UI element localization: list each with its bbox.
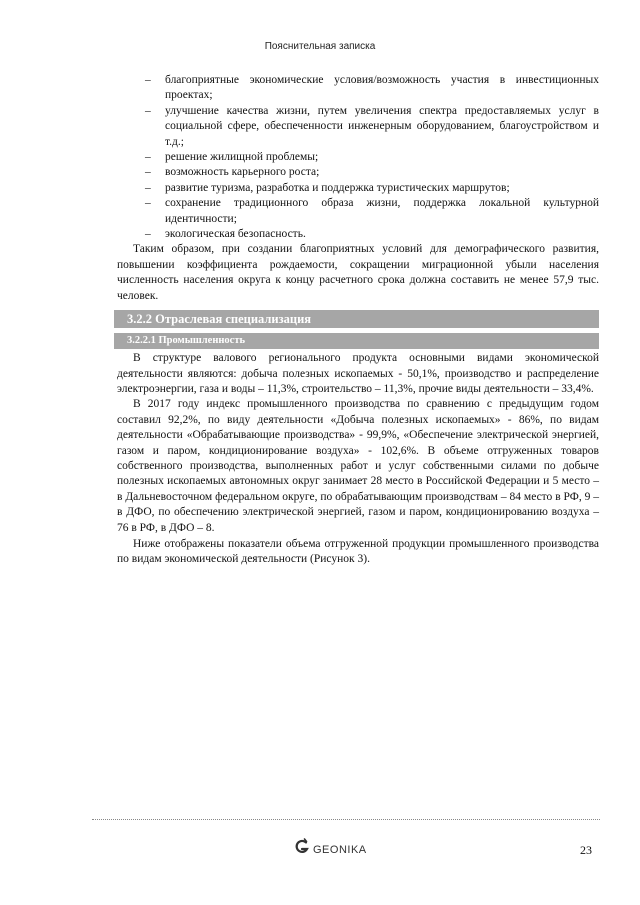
list-item-text: возможность карьерного роста;	[165, 166, 320, 179]
list-item-text: решение жилищной проблемы;	[165, 151, 319, 164]
list-item	[117, 150, 599, 165]
list-item	[117, 73, 599, 104]
summary-paragraph: Таким образом, при создании благоприятных условий для демографического развития, повышении коэффициента рождаемости, сокращении миграционной убыли населения численность населения округа к концу расчетного срока должна составить не менее 57,9 тыс. человек.	[117, 243, 599, 302]
section-heading: 3.2.2 Отраслевая специализация	[114, 310, 599, 328]
bullet-marker: –	[145, 197, 151, 210]
footer-logo	[295, 838, 367, 861]
page-header: Пояснительная записка	[264, 41, 376, 52]
bullet-marker: –	[145, 181, 151, 194]
list-item	[117, 181, 599, 196]
list-item-text: улучшение качества жизни, путем увеличения спектра предоставляемых услуг в социальной сфере, обеспеченности инженерным оборудованием, благоустройством и т.д.;	[165, 104, 599, 148]
bullet-marker: –	[145, 151, 151, 164]
bullet-marker: –	[145, 74, 151, 86]
logo-text: GEONIKA	[313, 843, 367, 856]
list-item	[117, 227, 599, 242]
bullet-list	[117, 73, 599, 242]
list-item-text: развитие туризма, разработка и поддержка туристических маршрутов;	[165, 181, 510, 194]
bullet-marker: –	[145, 104, 151, 117]
list-item	[117, 104, 599, 150]
list-item-text: экологическая безопасность.	[165, 228, 306, 241]
list-item-text: сохранение традиционного образа жизни, поддержка локальной культурной идентичности;	[165, 197, 599, 225]
body-paragraph: В 2017 году индекс промышленного производства по сравнению с предыдущим годом составил 92,2%, по виду деятельности «Добыча полезных ископаемых» - 86%, по видам деятельности «Обрабатывающие производства» - 99,9%, «Обеспечение электрической энергией, газом и паром, кондиционирование воздуха» - 102,6%. В объеме отгруженных товаров собственного производства, выполненных работ и услуг собственными силами по добыче полезных ископаемых автономных округ занимает 28 место в Российской Федерации и 5 место – в Дальневосточном федеральном округе, по обрабатывающим производствам – 84 место в РФ, 9 – в ДФО, по обеспечению электрической энергией, газом и паром, кондиционированию воздуха – 76 в РФ, в ДФО – 8.	[117, 398, 599, 534]
document-body	[117, 73, 599, 568]
geonika-logo-icon	[295, 838, 309, 861]
page-number: 23	[580, 843, 592, 857]
bullet-marker: –	[145, 228, 151, 241]
footer-divider	[92, 819, 600, 820]
list-item-text: благоприятные экономические условия/возможность участия в инвестиционных проектах;	[165, 74, 599, 102]
body-paragraph: Ниже отображены показатели объема отгруженной продукции промышленного производства по видам экономической деятельности (Рисунок 3).	[117, 537, 599, 566]
body-paragraph: В структуре валового регионального продукта основными видами экономической деятельности являются: добыча полезных ископаемых - 50,1%, производство и распределение электроэнергии, газа и воды – 11,3%, строительство – 11,3%, прочие виды деятельности – 33,4%.	[117, 352, 599, 395]
bullet-marker: –	[145, 166, 151, 179]
list-item	[117, 196, 599, 227]
subsection-heading: 3.2.2.1 Промышленность	[114, 333, 599, 349]
list-item	[117, 165, 599, 180]
